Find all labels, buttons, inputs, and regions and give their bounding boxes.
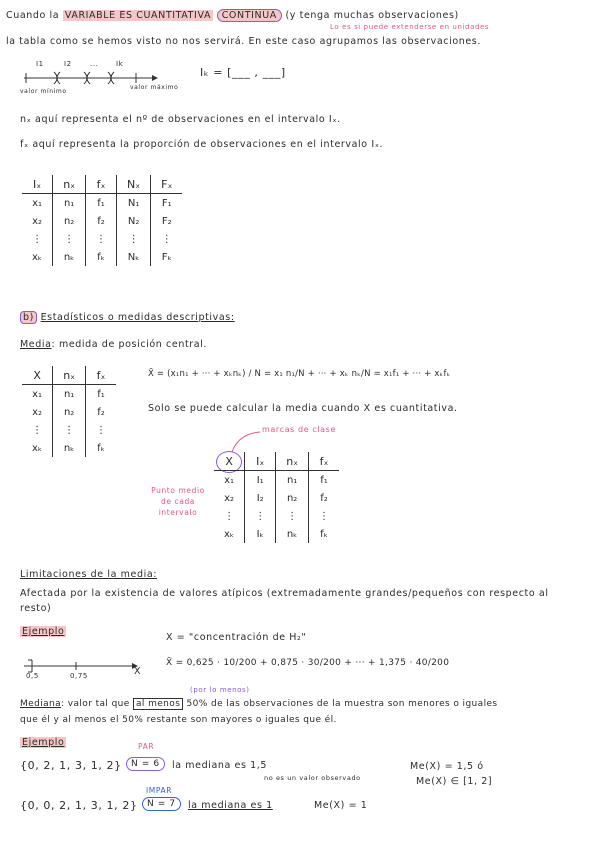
- t1-cell: Nₖ: [117, 248, 151, 266]
- not-observed-note: no es un valor observado: [264, 774, 361, 782]
- t2-cell: ⋮: [53, 421, 86, 439]
- t1-header: fₓ: [86, 175, 117, 194]
- interval-label-1: I1: [36, 60, 44, 68]
- t1-cell: F₁: [151, 194, 183, 213]
- t1-cell: N₁: [117, 194, 151, 213]
- definition-fx: fₓ aquí representa la proporción de observaciones en el intervalo Iₓ.: [20, 139, 384, 150]
- interval-label-3: ...: [90, 60, 99, 68]
- me-1: Me(X) = 1,5 ó: [410, 761, 484, 772]
- t3-header: nₓ: [276, 452, 309, 471]
- t1-header: Nₓ: [117, 175, 151, 194]
- n-even-circle: N = 6: [126, 757, 165, 771]
- t2-cell: ⋮: [32, 424, 43, 436]
- intro-pre: Cuando la: [6, 10, 60, 21]
- table-row: [214, 471, 339, 490]
- t2-cell: n₂: [53, 403, 86, 421]
- definition-nx: nₓ aquí representa el nº de observaciones en el intervalo Iₓ.: [20, 114, 341, 125]
- por-lo-menos-note: (por lo menos): [190, 686, 250, 694]
- t1-header: Iₓ: [22, 175, 53, 194]
- min-label: valor mínimo: [20, 88, 67, 95]
- intro-line-2: la tabla como se hemos visto no nos servirá. En este caso agrupamos las observaciones.: [6, 36, 481, 47]
- t3-cell: Iₖ: [245, 525, 276, 543]
- ejemplo-2-label: Ejemplo: [22, 737, 65, 748]
- t1-cell: n₁: [53, 194, 86, 213]
- t2-cell: f₁: [86, 385, 117, 404]
- section-b-heading: [20, 312, 235, 323]
- ejemplo-axis: [24, 654, 164, 684]
- t2-cell: x₁: [32, 388, 43, 400]
- t1-cell: x₂: [32, 215, 43, 227]
- interval-formula: Iₖ = [___ , ___]: [200, 66, 286, 79]
- table-row: [214, 525, 339, 543]
- t2-header: nₓ: [53, 366, 86, 385]
- t2-cell: xₖ: [32, 442, 43, 454]
- t2-cell: f₂: [86, 403, 117, 421]
- t3-header: Iₓ: [245, 452, 276, 471]
- t3-cell: n₁: [276, 471, 309, 490]
- intro-variable: VARIABLE ES CUANTITATIVA: [64, 10, 212, 21]
- t3-cell: fₖ: [309, 525, 340, 543]
- t1-cell: ⋮: [53, 230, 86, 248]
- table-row: [22, 439, 116, 457]
- al-menos-box: al menos: [133, 698, 183, 710]
- t2-cell: nₖ: [53, 439, 86, 457]
- media-desc: : medida de posición central.: [51, 339, 208, 350]
- table-row: [22, 212, 182, 230]
- t3-cell: ⋮: [309, 507, 340, 525]
- me-1-interval: Me(X) ∈ [1, 2]: [416, 776, 493, 787]
- t1-cell: xₖ: [32, 251, 43, 263]
- table-row: [22, 403, 116, 421]
- t3-cell: xₖ: [224, 528, 235, 540]
- limitaciones-text-2: resto): [20, 603, 52, 614]
- interval-label-4: Ik: [116, 60, 124, 68]
- mediana-pre: : valor tal que: [61, 699, 130, 709]
- media-heading: [20, 339, 207, 350]
- marcas-label: marcas de clase: [262, 425, 336, 434]
- t1-cell: ⋮: [32, 233, 43, 245]
- t1-header: nₓ: [53, 175, 86, 194]
- n-odd-circle: N = 7: [142, 797, 181, 811]
- ejemplo-2-text-1: la mediana es 1,5: [172, 760, 268, 771]
- mediana-line-2: que él y al menos el 50% restante son mayores o iguales que él.: [20, 715, 337, 725]
- t1-cell: n₂: [53, 212, 86, 230]
- set-2: {0, 0, 2, 1, 3, 1, 2}: [20, 799, 138, 812]
- t2-cell: x₂: [32, 406, 43, 418]
- set-1: {0, 2, 1, 3, 1, 2}: [20, 759, 122, 772]
- t1-cell: nₖ: [53, 248, 86, 266]
- t3-cell: x₁: [224, 474, 235, 486]
- t1-cell: f₂: [86, 212, 117, 230]
- t2-cell: fₖ: [86, 439, 117, 457]
- ejemplo-2-text-2: la mediana es 1: [188, 800, 273, 811]
- t3-cell: ⋮: [245, 507, 276, 525]
- table-row: [22, 230, 182, 248]
- mediana-label: Mediana: [20, 699, 62, 709]
- frequency-table-class-marks: [214, 452, 339, 543]
- t3-cell: I₂: [245, 489, 276, 507]
- t3-header: X: [214, 452, 245, 471]
- intro-post: (y tenga muchas observaciones): [285, 10, 459, 21]
- intro-line-1: [6, 10, 459, 21]
- limitaciones-title: Limitaciones de la media:: [20, 569, 158, 580]
- t3-cell: nₖ: [276, 525, 309, 543]
- table-row: [214, 507, 339, 525]
- t1-cell: f₁: [86, 194, 117, 213]
- t1-cell: ⋮: [86, 230, 117, 248]
- intro-continua: CONTINUA: [217, 9, 282, 22]
- t3-cell: I₁: [245, 471, 276, 490]
- t3-header: fₓ: [309, 452, 340, 471]
- table-row: [22, 421, 116, 439]
- t3-cell: f₁: [309, 471, 340, 490]
- axis-var: X: [134, 666, 142, 677]
- t1-cell: F₂: [151, 212, 183, 230]
- frequency-table-intervals: [22, 175, 182, 266]
- media-note: Solo se puede calcular la media cuando X es cuantitativa.: [148, 403, 458, 414]
- punto-medio-label: Punto medio de cada intervalo: [151, 486, 205, 517]
- t1-cell: N₂: [117, 212, 151, 230]
- axis-tick-1: 0,5: [26, 672, 39, 680]
- ejemplo-1-formula: X̄ = 0,625 · 10/200 + 0,875 · 30/200 + ··· + 1,375 · 40/200: [166, 658, 450, 668]
- t3-cell: n₂: [276, 489, 309, 507]
- t2-header: fₓ: [86, 366, 117, 385]
- limitaciones-text-1: Afectada por la existencia de valores atípicos (extremadamente grandes/pequeños con respecto al: [20, 588, 549, 599]
- table-row: [22, 194, 182, 213]
- t3-cell: ⋮: [224, 510, 235, 522]
- t3-cell: f₂: [309, 489, 340, 507]
- table-row: [22, 248, 182, 266]
- table-row: [214, 489, 339, 507]
- par-label: PAR: [138, 742, 155, 751]
- mediana-post: 50% de las observaciones de la muestra son menores o iguales: [186, 699, 498, 709]
- me-2: Me(X) = 1: [314, 800, 368, 811]
- axis-tick-2: 0,75: [70, 672, 88, 680]
- ejemplo-1-label: Ejemplo: [22, 626, 65, 637]
- section-b-title: Estadísticos o medidas descriptivas:: [40, 312, 235, 323]
- section-b-marker: b): [20, 311, 37, 324]
- media-formula: X̄ = (x₁n₁ + ··· + xₖnₖ) / N = x₁ n₁/N + ··· + xₖ nₖ/N = x₁f₁ + ··· + xₖfₖ: [148, 369, 451, 379]
- t3-cell: ⋮: [276, 507, 309, 525]
- continua-annotation: Lo es si puede extenderse en unidades: [330, 23, 490, 31]
- t1-cell: Fₖ: [151, 248, 183, 266]
- t3-cell: x₂: [224, 492, 235, 504]
- ejemplo-1-def: X = "concentración de H₂": [166, 632, 307, 643]
- t1-cell: x₁: [32, 197, 43, 209]
- t1-cell: fₖ: [86, 248, 117, 266]
- media-label: Media: [20, 339, 52, 350]
- frequency-table-media: [22, 366, 116, 457]
- t2-cell: n₁: [53, 385, 86, 404]
- t1-cell: ⋮: [117, 230, 151, 248]
- interval-label-2: I2: [64, 60, 72, 68]
- t1-cell: ⋮: [151, 230, 183, 248]
- table-row: [22, 385, 116, 404]
- t2-header: X: [22, 366, 53, 385]
- t2-cell: ⋮: [86, 421, 117, 439]
- max-label: valor máximo: [130, 84, 179, 91]
- mediana-line-1: [20, 699, 498, 709]
- impar-label: IMPAR: [146, 786, 173, 795]
- t1-header: Fₓ: [151, 175, 183, 194]
